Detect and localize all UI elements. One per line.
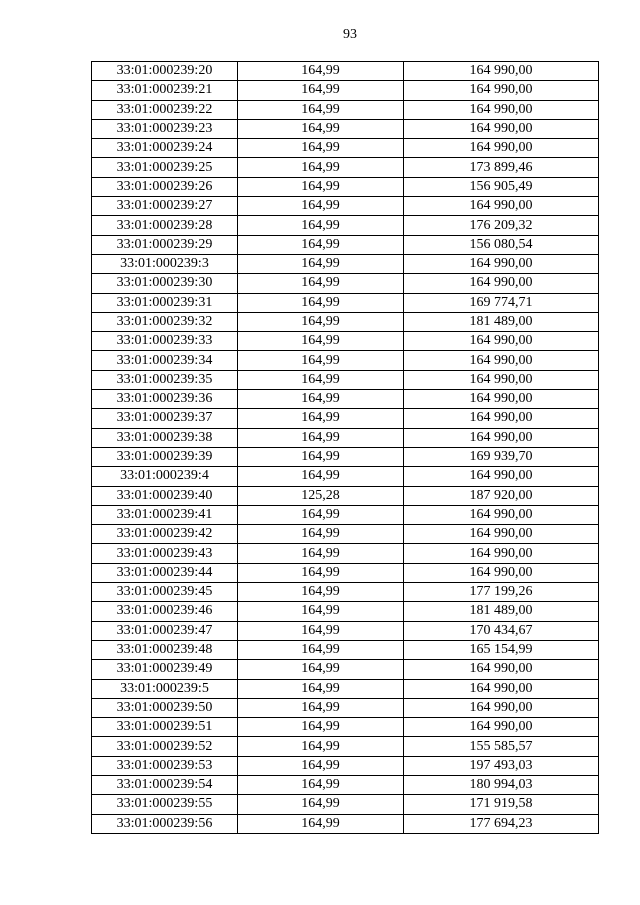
cadastral-number-cell: 33:01:000239:36 (92, 390, 238, 409)
table-row (92, 621, 599, 640)
table-row (92, 351, 599, 370)
cadastral-number-cell: 33:01:000239:39 (92, 447, 238, 466)
cadastral-number-cell: 33:01:000239:41 (92, 505, 238, 524)
table-row (92, 119, 599, 138)
area-cell: 164,99 (238, 235, 404, 254)
table-row (92, 100, 599, 119)
value-cell: 173 899,46 (404, 158, 599, 177)
area-cell: 125,28 (238, 486, 404, 505)
table-row (92, 447, 599, 466)
table-row (92, 756, 599, 775)
table-row (92, 293, 599, 312)
value-cell: 155 585,57 (404, 737, 599, 756)
value-cell: 164 990,00 (404, 660, 599, 679)
cadastral-number-cell: 33:01:000239:4 (92, 467, 238, 486)
area-cell: 164,99 (238, 621, 404, 640)
table-row (92, 679, 599, 698)
area-cell: 164,99 (238, 216, 404, 235)
area-cell: 164,99 (238, 139, 404, 158)
page-number: 93 (343, 27, 357, 42)
value-cell: 164 990,00 (404, 390, 599, 409)
cadastral-number-cell: 33:01:000239:38 (92, 428, 238, 447)
cadastral-number-cell: 33:01:000239:50 (92, 698, 238, 717)
area-cell: 164,99 (238, 158, 404, 177)
table-row (92, 409, 599, 428)
table-row (92, 718, 599, 737)
cadastral-number-cell: 33:01:000239:23 (92, 119, 238, 138)
table-row (92, 274, 599, 293)
value-cell: 176 209,32 (404, 216, 599, 235)
cadastral-number-cell: 33:01:000239:47 (92, 621, 238, 640)
cadastral-number-cell: 33:01:000239:43 (92, 544, 238, 563)
value-cell: 164 990,00 (404, 332, 599, 351)
table-row (92, 544, 599, 563)
cadastral-number-cell: 33:01:000239:55 (92, 795, 238, 814)
data-table (91, 61, 599, 834)
table-row (92, 139, 599, 158)
area-cell: 164,99 (238, 370, 404, 389)
value-cell: 164 990,00 (404, 679, 599, 698)
cadastral-number-cell: 33:01:000239:27 (92, 197, 238, 216)
area-cell: 164,99 (238, 814, 404, 833)
area-cell: 164,99 (238, 177, 404, 196)
area-cell: 164,99 (238, 795, 404, 814)
value-cell: 180 994,03 (404, 775, 599, 794)
table-row (92, 563, 599, 582)
table-row (92, 312, 599, 331)
area-cell: 164,99 (238, 254, 404, 273)
cadastral-number-cell: 33:01:000239:37 (92, 409, 238, 428)
area-cell: 164,99 (238, 505, 404, 524)
cadastral-number-cell: 33:01:000239:32 (92, 312, 238, 331)
value-cell: 187 920,00 (404, 486, 599, 505)
area-cell: 164,99 (238, 737, 404, 756)
value-cell: 164 990,00 (404, 197, 599, 216)
cadastral-number-cell: 33:01:000239:20 (92, 62, 238, 81)
table-row (92, 370, 599, 389)
value-cell: 181 489,00 (404, 602, 599, 621)
area-cell: 164,99 (238, 756, 404, 775)
area-cell: 164,99 (238, 583, 404, 602)
cadastral-number-cell: 33:01:000239:52 (92, 737, 238, 756)
area-cell: 164,99 (238, 640, 404, 659)
area-cell: 164,99 (238, 409, 404, 428)
value-cell: 164 990,00 (404, 370, 599, 389)
cadastral-number-cell: 33:01:000239:45 (92, 583, 238, 602)
cadastral-number-cell: 33:01:000239:54 (92, 775, 238, 794)
cadastral-number-cell: 33:01:000239:22 (92, 100, 238, 119)
area-cell: 164,99 (238, 563, 404, 582)
table-row (92, 505, 599, 524)
value-cell: 177 694,23 (404, 814, 599, 833)
value-cell: 164 990,00 (404, 254, 599, 273)
value-cell: 156 905,49 (404, 177, 599, 196)
cadastral-number-cell: 33:01:000239:46 (92, 602, 238, 621)
area-cell: 164,99 (238, 351, 404, 370)
value-cell: 164 990,00 (404, 467, 599, 486)
table-row (92, 486, 599, 505)
value-cell: 164 990,00 (404, 274, 599, 293)
area-cell: 164,99 (238, 544, 404, 563)
cadastral-number-cell: 33:01:000239:49 (92, 660, 238, 679)
value-cell: 164 990,00 (404, 505, 599, 524)
cadastral-number-cell: 33:01:000239:44 (92, 563, 238, 582)
table-row (92, 254, 599, 273)
table-row (92, 216, 599, 235)
value-cell: 164 990,00 (404, 100, 599, 119)
area-cell: 164,99 (238, 274, 404, 293)
value-cell: 164 990,00 (404, 698, 599, 717)
cadastral-number-cell: 33:01:000239:40 (92, 486, 238, 505)
value-cell: 169 939,70 (404, 447, 599, 466)
value-cell: 170 434,67 (404, 621, 599, 640)
cadastral-number-cell: 33:01:000239:53 (92, 756, 238, 775)
cadastral-number-cell: 33:01:000239:34 (92, 351, 238, 370)
value-cell: 164 990,00 (404, 409, 599, 428)
table-row (92, 332, 599, 351)
value-cell: 181 489,00 (404, 312, 599, 331)
table-row (92, 158, 599, 177)
table-row (92, 660, 599, 679)
table-row (92, 525, 599, 544)
area-cell: 164,99 (238, 81, 404, 100)
value-cell: 171 919,58 (404, 795, 599, 814)
table-body (92, 62, 599, 834)
area-cell: 164,99 (238, 602, 404, 621)
value-cell: 164 990,00 (404, 525, 599, 544)
area-cell: 164,99 (238, 197, 404, 216)
table-row (92, 177, 599, 196)
cadastral-number-cell: 33:01:000239:29 (92, 235, 238, 254)
value-cell: 164 990,00 (404, 81, 599, 100)
area-cell: 164,99 (238, 775, 404, 794)
area-cell: 164,99 (238, 100, 404, 119)
cadastral-number-cell: 33:01:000239:30 (92, 274, 238, 293)
cadastral-number-cell: 33:01:000239:51 (92, 718, 238, 737)
area-cell: 164,99 (238, 293, 404, 312)
value-cell: 164 990,00 (404, 119, 599, 138)
value-cell: 164 990,00 (404, 544, 599, 563)
area-cell: 164,99 (238, 718, 404, 737)
area-cell: 164,99 (238, 660, 404, 679)
area-cell: 164,99 (238, 679, 404, 698)
table-row (92, 698, 599, 717)
value-cell: 165 154,99 (404, 640, 599, 659)
value-cell: 164 990,00 (404, 139, 599, 158)
table-row (92, 235, 599, 254)
cadastral-number-cell: 33:01:000239:33 (92, 332, 238, 351)
table-row (92, 602, 599, 621)
cadastral-number-cell: 33:01:000239:26 (92, 177, 238, 196)
table-row (92, 795, 599, 814)
cadastral-number-cell: 33:01:000239:56 (92, 814, 238, 833)
table-row (92, 62, 599, 81)
table-row (92, 467, 599, 486)
value-cell: 169 774,71 (404, 293, 599, 312)
area-cell: 164,99 (238, 698, 404, 717)
value-cell: 164 990,00 (404, 718, 599, 737)
value-cell: 164 990,00 (404, 351, 599, 370)
value-cell: 164 990,00 (404, 563, 599, 582)
area-cell: 164,99 (238, 447, 404, 466)
table-row (92, 775, 599, 794)
cadastral-number-cell: 33:01:000239:3 (92, 254, 238, 273)
area-cell: 164,99 (238, 467, 404, 486)
area-cell: 164,99 (238, 312, 404, 331)
value-cell: 164 990,00 (404, 62, 599, 81)
cadastral-number-cell: 33:01:000239:5 (92, 679, 238, 698)
table-row (92, 814, 599, 833)
cadastral-number-cell: 33:01:000239:24 (92, 139, 238, 158)
cadastral-number-cell: 33:01:000239:42 (92, 525, 238, 544)
cadastral-number-cell: 33:01:000239:35 (92, 370, 238, 389)
table-row (92, 197, 599, 216)
area-cell: 164,99 (238, 390, 404, 409)
table-row (92, 640, 599, 659)
value-cell: 197 493,03 (404, 756, 599, 775)
table-row (92, 737, 599, 756)
cadastral-number-cell: 33:01:000239:25 (92, 158, 238, 177)
area-cell: 164,99 (238, 525, 404, 544)
cadastral-number-cell: 33:01:000239:31 (92, 293, 238, 312)
cadastral-number-cell: 33:01:000239:21 (92, 81, 238, 100)
value-cell: 177 199,26 (404, 583, 599, 602)
value-cell: 156 080,54 (404, 235, 599, 254)
table-row (92, 583, 599, 602)
value-cell: 164 990,00 (404, 428, 599, 447)
table-row (92, 81, 599, 100)
area-cell: 164,99 (238, 62, 404, 81)
area-cell: 164,99 (238, 119, 404, 138)
area-cell: 164,99 (238, 332, 404, 351)
area-cell: 164,99 (238, 428, 404, 447)
table-row (92, 428, 599, 447)
cadastral-number-cell: 33:01:000239:28 (92, 216, 238, 235)
table-row (92, 390, 599, 409)
cadastral-number-cell: 33:01:000239:48 (92, 640, 238, 659)
